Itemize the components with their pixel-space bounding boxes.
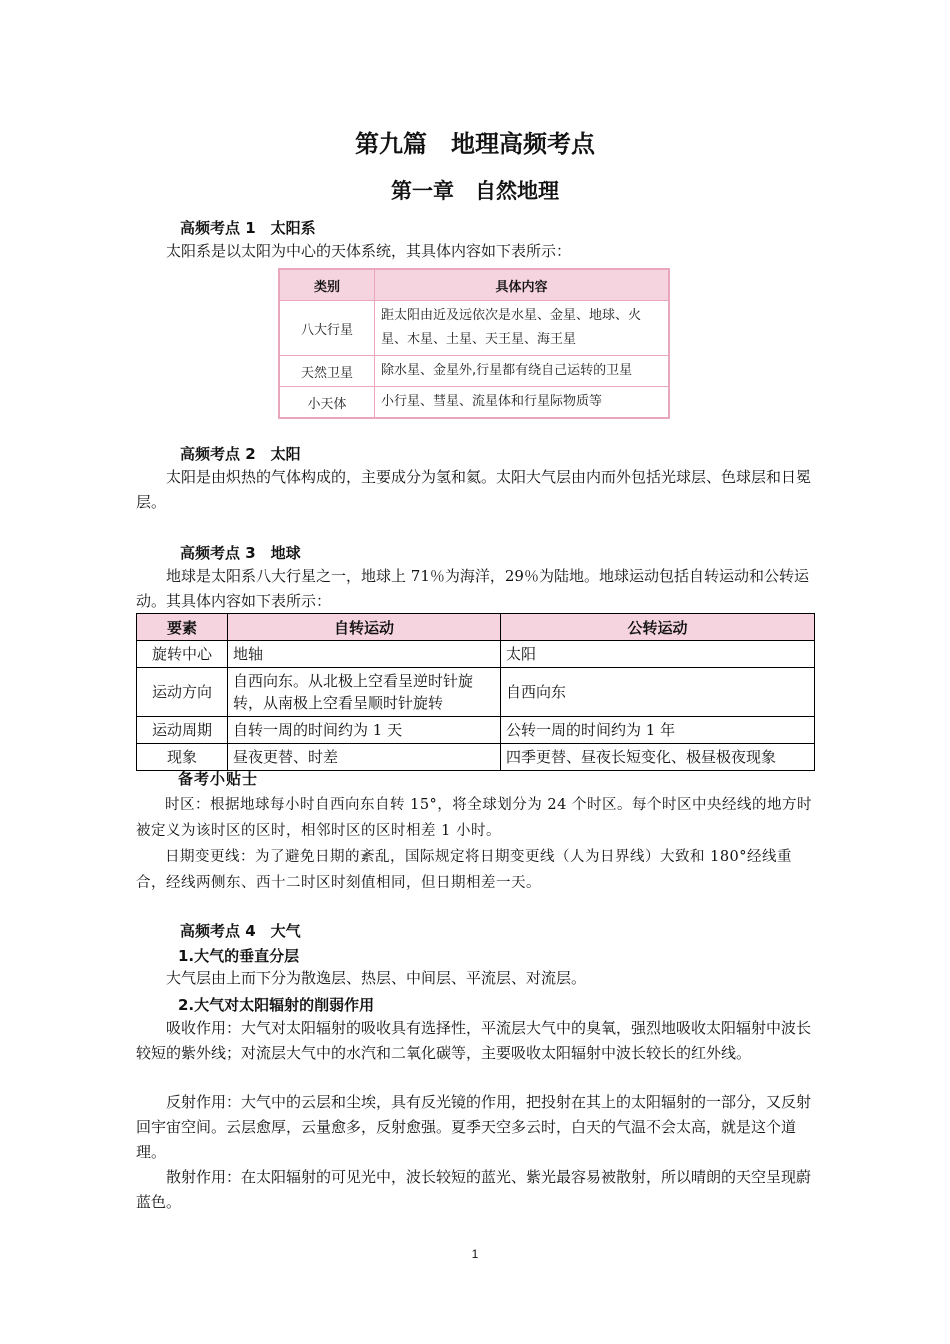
table-cell: 运动方向: [137, 668, 228, 717]
subheading-vertical-layers: 1.大气的垂直分层: [178, 947, 300, 965]
table-cell: 昼夜更替、时差: [228, 744, 501, 771]
solar-system-table: [278, 268, 670, 419]
chapter-title: 第一章 自然地理: [391, 178, 559, 203]
table-header-row: [279, 269, 669, 301]
table-row: [137, 717, 815, 744]
section-heading-sun: 高频考点 2 太阳: [180, 445, 301, 463]
table-cell: 公转一周的时间约为 1 年: [501, 717, 815, 744]
table-header-cell: 公转运动: [501, 614, 815, 641]
table-cell: 四季更替、昼夜长短变化、极昼极夜现象: [501, 744, 815, 771]
page-number: 1: [471, 1247, 479, 1261]
tip-date-line: 日期变更线：为了避免日期的紊乱，国际规定将日期变更线（人为日界线）大致和 180°经线重合，经线两侧东、西十二时区时刻值相同，但日期相差一天。: [136, 849, 793, 891]
subheading-weakening: 2.大气对太阳辐射的削弱作用: [178, 996, 375, 1014]
table-header-cell: 要素: [137, 614, 228, 641]
absorption-text: 吸收作用：大气对太阳辐射的吸收具有选择性，平流层大气中的臭氧，强烈地吸收太阳辐射中波长较短的紫外线；对流层大气中的水汽和二氧化碳等，主要吸收太阳辐射中波长较长的红外线。: [136, 1019, 812, 1062]
table-header-row: [137, 614, 815, 641]
section-heading-solar-system: 高频考点 1 太阳系: [180, 219, 316, 237]
sun-text: 太阳是由炽热的气体构成的，主要成分为氢和氦。太阳大气层由内而外包括光球层、色球层和日冕层。: [136, 468, 812, 511]
table-row: [279, 387, 669, 419]
table-cell: 自转一周的时间约为 1 天: [228, 717, 501, 744]
scattering-text: 散射作用：在太阳辐射的可见光中，波长较短的蓝光、紫光最容易被散射，所以晴朗的天空呈现蔚蓝色。: [136, 1168, 812, 1211]
table-cell: 天然卫星: [279, 356, 375, 387]
table-cell: 旋转中心: [137, 641, 228, 668]
table-cell: 自西向东。从北极上空看呈逆时针旋转，从南极上空看呈顺时针旋转: [228, 668, 501, 717]
table-cell: 小天体: [279, 387, 375, 419]
table-cell: 运动周期: [137, 717, 228, 744]
table-cell: 小行星、彗星、流星体和行星际物质等: [375, 387, 670, 419]
vertical-layers-text: 大气层由上而下分为散逸层、热层、中间层、平流层、对流层。: [166, 969, 587, 987]
earth-text: 地球是太阳系八大行星之一，地球上 71％为海洋，29％为陆地。地球运动包括自转运动和公转运动。其具体内容如下表所示：: [136, 567, 809, 610]
reflection-text: 反射作用：大气中的云层和尘埃，具有反光镜的作用，把投射在其上的太阳辐射的一部分，又反射回宇宙空间。云层愈厚，云量愈多，反射愈强。夏季天空多云时，白天的气温不会太高，就是这个道理。: [136, 1093, 812, 1161]
tip-time-zone: 时区：根据地球每小时自西向东自转 15°，将全球划分为 24 个时区。每个时区中央经线的地方时被定义为该时区的区时，相邻时区的区时相差 1 小时。: [136, 797, 812, 839]
table-cell: 除水星、金星外,行星都有绕自己运转的卫星: [375, 356, 670, 387]
table-row: [279, 356, 669, 387]
solar-system-intro: 太阳系是以太阳为中心的天体系统，其具体内容如下表所示：: [166, 242, 572, 260]
table-cell: 八大行星: [279, 301, 375, 356]
table-row: [137, 668, 815, 717]
table-row: [137, 744, 815, 771]
table-cell: 距太阳由近及远依次是水星、金星、地球、火星、木星、土星、天王星、海王星: [375, 301, 670, 356]
earth-motion-table: [136, 613, 815, 771]
table-cell: 太阳: [501, 641, 815, 668]
part-title: 第九篇 地理高频考点: [355, 129, 595, 158]
section-heading-earth: 高频考点 3 地球: [180, 544, 301, 562]
table-cell: 现象: [137, 744, 228, 771]
table-header-cell: 自转运动: [228, 614, 501, 641]
tips-heading: 备考小贴士: [178, 770, 259, 788]
table-row: [279, 301, 669, 356]
table-header-cell: 具体内容: [375, 269, 670, 301]
table-row: [137, 641, 815, 668]
table-cell: 地轴: [228, 641, 501, 668]
section-heading-atmosphere: 高频考点 4 大气: [180, 922, 301, 940]
table-header-cell: 类别: [279, 269, 375, 301]
table-cell: 自西向东: [501, 668, 815, 717]
